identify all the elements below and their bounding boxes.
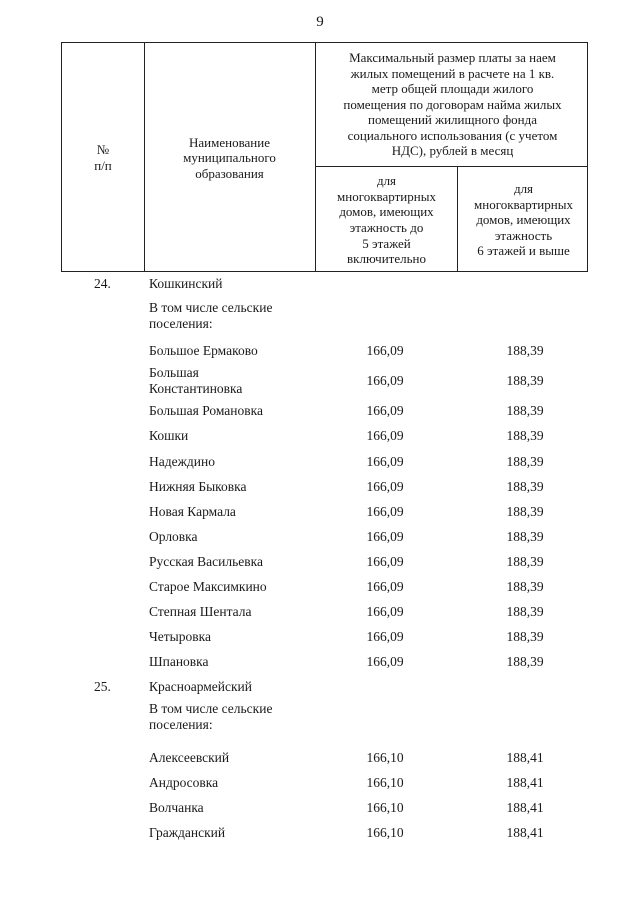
header-col-high: для многоквартирных домов, имеющих этажность 6 этажей и выше [474,181,573,259]
row-name: Большая Константиновка [149,365,243,396]
row-value-low: 166,09 [366,579,404,594]
row-value-low: 166,09 [366,654,404,669]
row-value-low: 166,09 [366,529,404,544]
row-value-low: 166,09 [366,479,404,494]
row-value-low: 166,09 [366,604,404,619]
page-number: 9 [316,14,324,30]
row-name: Старое Максимкино [149,579,267,594]
row-name: Андросовка [149,775,219,790]
row-name: Надеждино [149,454,215,469]
row-value-high: 188,39 [506,479,544,494]
row-value-high: 188,39 [506,403,544,418]
row-value-low: 166,09 [366,403,404,418]
row-name: Кошкинский [149,276,223,291]
row-value-high: 188,39 [506,654,544,669]
header-name: Наименование муниципального образования [183,134,276,181]
row-name: Алексеевский [149,750,230,765]
row-name: В том числе сельские поселения: [149,300,273,331]
row-value-low: 166,10 [366,775,404,790]
row-name: Волчанка [149,800,204,815]
row-value-low: 166,10 [366,800,404,815]
row-name: Нижняя Быковка [149,479,247,494]
row-value-low: 166,09 [366,428,404,443]
row-value-high: 188,39 [506,454,544,469]
header-max-fee: Максимальный размер платы за наем жилых помещений в расчете на 1 кв. метр общей площади жилого помещения по договорам найма жилых помещений жилищного фонда социального использования (с учетом НДС), рублей в месяц [343,49,562,159]
row-name: Гражданский [149,825,226,840]
row-value-low: 166,10 [366,750,404,765]
row-value-high: 188,39 [506,604,544,619]
row-name: Кошки [149,428,189,443]
row-value-high: 188,41 [506,775,544,790]
row-name: Четыровка [149,629,211,644]
header-num: № п/п [94,142,112,173]
row-value-low: 166,09 [366,373,404,388]
row-value-low: 166,09 [366,629,404,644]
row-value-low: 166,09 [366,504,404,519]
row-name: Шпановка [149,654,209,669]
row-name: Орловка [149,529,198,544]
row-value-low: 166,09 [366,343,404,358]
row-name: В том числе сельские поселения: [149,701,273,732]
row-name: Новая Кармала [149,504,236,519]
row-value-low: 166,09 [366,554,404,569]
header-col-low: для многоквартирных домов, имеющих этажность до 5 этажей включительно [337,173,436,267]
row-value-high: 188,39 [506,504,544,519]
row-value-low: 166,10 [366,825,404,840]
row-value-high: 188,39 [506,343,544,358]
row-name: Большая Романовка [149,403,263,418]
row-value-low: 166,09 [366,454,404,469]
row-value-high: 188,39 [506,579,544,594]
row-name: Русская Васильевка [149,554,263,569]
row-name: Красноармейский [149,679,253,694]
row-value-high: 188,39 [506,529,544,544]
row-name: Большое Ермаково [149,343,258,358]
row-name: Степная Шентала [149,604,252,619]
row-value-high: 188,39 [506,373,544,388]
row-value-high: 188,39 [506,629,544,644]
row-value-high: 188,39 [506,554,544,569]
row-number: 25. [94,679,111,694]
row-number: 24. [94,276,111,291]
row-value-high: 188,41 [506,825,544,840]
row-value-high: 188,39 [506,428,544,443]
row-value-high: 188,41 [506,750,544,765]
row-value-high: 188,41 [506,800,544,815]
